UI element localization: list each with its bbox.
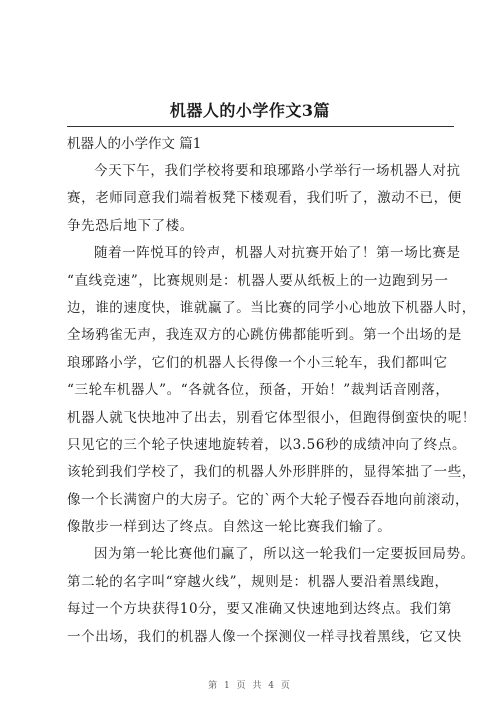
text-line: 像一个长满窗户的大房子。它的`两个大轮子慢吞吞地向前滚动， (67, 491, 470, 508)
text-line: 赛，老师同意我们端着板凳下楼观看，我们听了，激动不已，便 (67, 190, 462, 207)
paragraph-1 (67, 158, 462, 240)
text-line: 第二轮的名字叫“穿越火线”，规则是：机器人要沿着黑线跑， (67, 573, 449, 590)
text-line: 争先恐后地下了楼。 (67, 217, 194, 234)
text-line: 琅琊路小学，它们的机器人长得像一个小三轮车，我们都叫它 (67, 354, 448, 371)
document-title: 机器人的小学作文3篇 (169, 101, 331, 120)
text-line: 只见它的三个轮子快速地旋转着，以3.56秒的成绩冲向了终点。 (67, 436, 467, 453)
page-footer: 第 1 页 共 4 页 (208, 681, 292, 691)
text-line: 像散步一样到达了终点。自然这一轮比赛我们输了。 (67, 519, 392, 536)
text-line: 因为第一轮比赛他们赢了，所以这一轮我们一定要扳回局势。 (94, 546, 475, 563)
paragraph-2 (67, 240, 476, 541)
text-line: 一个出场，我们的机器人像一个探测仪一样寻找着黑线，它又快 (67, 628, 462, 645)
title-rule (67, 126, 454, 127)
text-line: 边，谁的速度快，谁就赢了。当比赛的同学小心地放下机器人时， (67, 299, 476, 316)
text-line: 随着一阵悦耳的铃声，机器人对抗赛开始了！第一场比赛是 (94, 245, 461, 262)
text-line: “直线竞速”，比赛规则是：机器人要从纸板上的一边跑到另一 (67, 272, 449, 289)
text-line: 机器人就飞快地冲了出去，别看它体型很小，但跑得倒蛮快的呢！ (67, 409, 476, 426)
text-line: 今天下午，我们学校将要和琅琊路小学举行一场机器人对抗 (94, 163, 461, 179)
text-line: 全场鸦雀无声，我连双方的心跳仿佛都能听到。第一个出场的是 (67, 327, 462, 344)
document-body (67, 158, 476, 651)
text-line: 每过一个方块获得10分，要又准确又快速地到达终点。我们第 (67, 601, 452, 618)
text-line: 该轮到我们学校了，我们的机器人外形胖胖的，显得笨拙了一些， (67, 464, 476, 481)
text-line: “三轮车机器人”。“各就各位，预备，开始！”裁判话音刚落， (67, 382, 450, 399)
section-heading: 机器人的小学作文 篇1 (67, 136, 202, 152)
paragraph-3 (67, 541, 475, 651)
